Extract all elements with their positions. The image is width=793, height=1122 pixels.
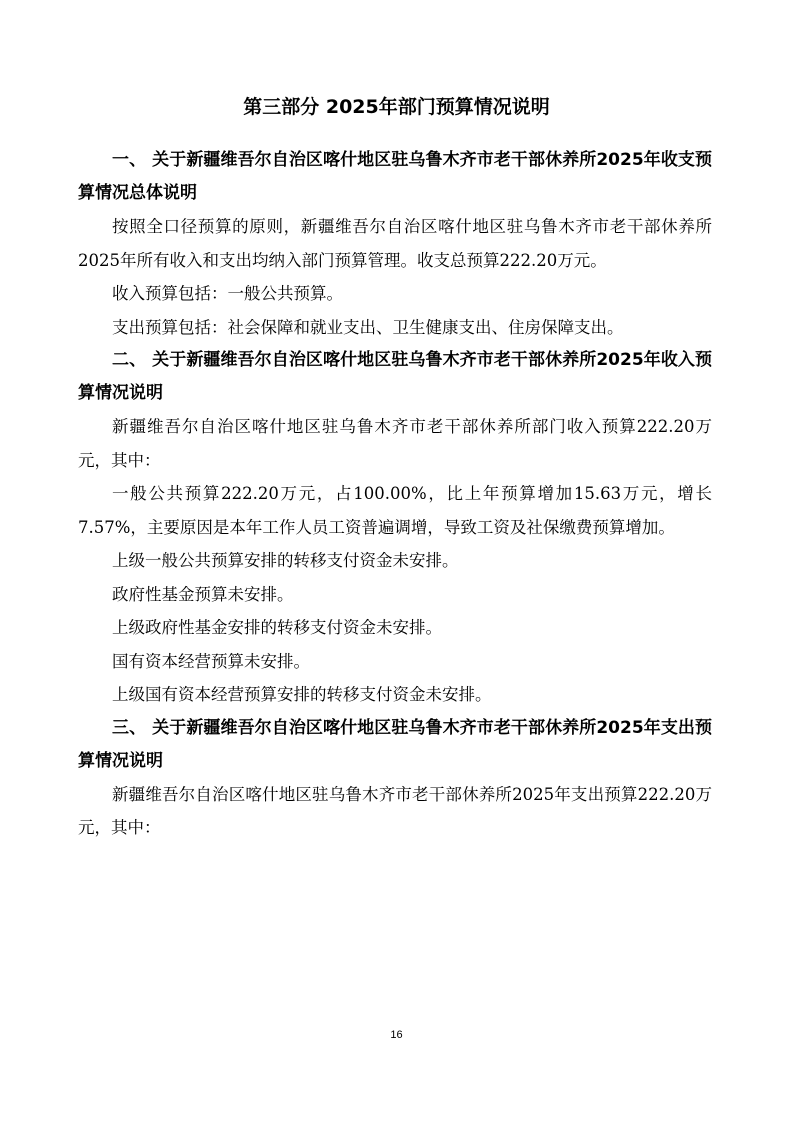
paragraph: 政府性基金预算未安排。: [112, 584, 294, 604]
paragraph: 国有资本经营预算未安排。: [112, 651, 310, 671]
paragraph: 一般公共预算222.20万元，占100.00%，比上年预算增加15.63万元，增长7.57%，主要原因是本年工作人员工资普遍调增，导致工资及社保缴费预算增加。: [78, 484, 712, 537]
paragraph: 收入预算包括：一般公共预算。: [112, 284, 343, 303]
document-body: [78, 144, 712, 845]
page-number: 16: [390, 1029, 403, 1041]
section-heading: 三、 关于新疆维吾尔自治区喀什地区驻乌鲁木齐市老干部休养所2025年支出预算情况说明: [78, 717, 712, 771]
section-expenditure: [78, 712, 712, 845]
section-income: [78, 344, 712, 712]
section-heading: 一、 关于新疆维吾尔自治区喀什地区驻乌鲁木齐市老干部休养所2025年收支预算情况总体说明: [78, 150, 712, 203]
section-heading: 二、 关于新疆维吾尔自治区喀什地区驻乌鲁木齐市老干部休养所2025年收入预算情况说明: [78, 350, 712, 403]
paragraph: 上级一般公共预算安排的转移支付资金未安排。: [112, 551, 459, 570]
paragraph: 新疆维吾尔自治区喀什地区驻乌鲁木齐市老干部休养所2025年支出预算222.20万元，其中：: [78, 784, 712, 837]
paragraph: 上级国有资本经营预算安排的转移支付资金未安排。: [112, 685, 492, 704]
paragraph: 支出预算包括：社会保障和就业支出、卫生健康支出、住房保障支出。: [112, 317, 624, 337]
section-overview: [78, 144, 712, 344]
paragraph: 按照全口径预算的原则，新疆维吾尔自治区喀什地区驻乌鲁木齐市老干部休养所2025年所有收入和支出均纳入部门预算管理。收支总预算222.20万元。: [78, 217, 712, 270]
paragraph: 上级政府性基金安排的转移支付资金未安排。: [112, 618, 442, 637]
page-title: 第三部分 2025年部门预算情况说明: [243, 96, 550, 118]
paragraph: 新疆维吾尔自治区喀什地区驻乌鲁木齐市老干部休养所部门收入预算222.20万元，其中：: [78, 417, 712, 470]
